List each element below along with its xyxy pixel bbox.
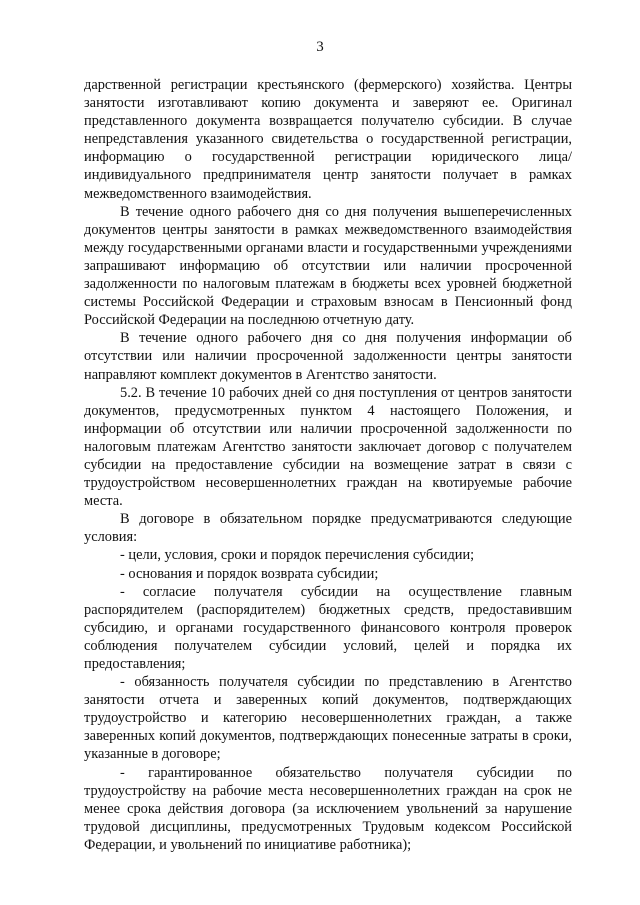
paragraph-interagency-request: В течение одного рабочего дня со дня получения вышеперечисленных документов центры занятости в рамках межведомственного взаимодействия между государственными органами власти и государственными учреждениями запрашивают информацию об отсутствии или наличии просроченной задолженности по налоговым платежам в бюджеты всех уровней бюджетной системы Российской Федерации и страховым взносам в Пенсионный фонд Российской Федерации на последнюю отчетную дату.: [84, 203, 572, 329]
list-item-goals: - цели, условия, сроки и порядок перечисления субсидии;: [120, 547, 475, 564]
list-item-employment-guarantee: - гарантированное обязательство получателя субсидии по трудоустройству на рабочие места несовершеннолетних граждан на срок не менее срока действия договора (за исключением увольнений за нарушение трудовой дисциплины, предусмотренных Трудовым кодексом Российской Федерации, и увольнений по инициативе работника);: [84, 764, 572, 853]
list-item-return: - основания и порядок возврата субсидии;: [120, 565, 379, 582]
page-number: 3: [316, 39, 324, 55]
paragraph-documents-transfer: В течение одного рабочего дня со дня получения информации об отсутствии или наличии просроченной задолженности центры занятости направляют комплект документов в Агентство занятости.: [84, 330, 572, 383]
list-item-consent: - согласие получателя субсидии на осуществление главным распорядителем (распорядителем) бюджетных средств, предоставившим субсидию, и органами государственного финансового контроля проверок соблюдения получателем субсидии условий, целей и порядка их предоставления;: [84, 583, 572, 672]
document-body: [84, 76, 572, 854]
paragraph-contract-conditions: В договоре в обязательном порядке предусматриваются следующие условия:: [84, 511, 572, 546]
list-item-reporting: - обязанность получателя субсидии по представлению в Агентство занятости отчета и заверенных копий документов, подтверждающих трудоустройство и категорию несовершеннолетних граждан, а также заверенных копий документов, подтверждающих понесенные затраты в сроки, указанные в договоре;: [84, 674, 572, 763]
paragraph-registration: дарственной регистрации крестьянского (фермерского) хозяйства. Центры занятости изготавливают копию документа и заверяют ее. Оригинал представленного документа возвращается получателю субсидии. В случае непредставления указанного свидетельства о государственной регистрации, информацию о государственной регистрации юридического лица/индивидуального предпринимателя центр занятости получает в рамках межведомственного взаимодействия.: [84, 77, 572, 202]
paragraph-5-2: 5.2. В течение 10 рабочих дней со дня поступления от центров занятости документов, предусмотренных пунктом 4 настоящего Положения, и информации об отсутствии или наличии просроченной задолженности по налоговым платежам Агентство занятости заключает договор с получателем субсидии на предоставление субсидии на возмещение затрат в связи с трудоустройством несовершеннолетних граждан на квотируемые рабочие места.: [84, 384, 572, 510]
